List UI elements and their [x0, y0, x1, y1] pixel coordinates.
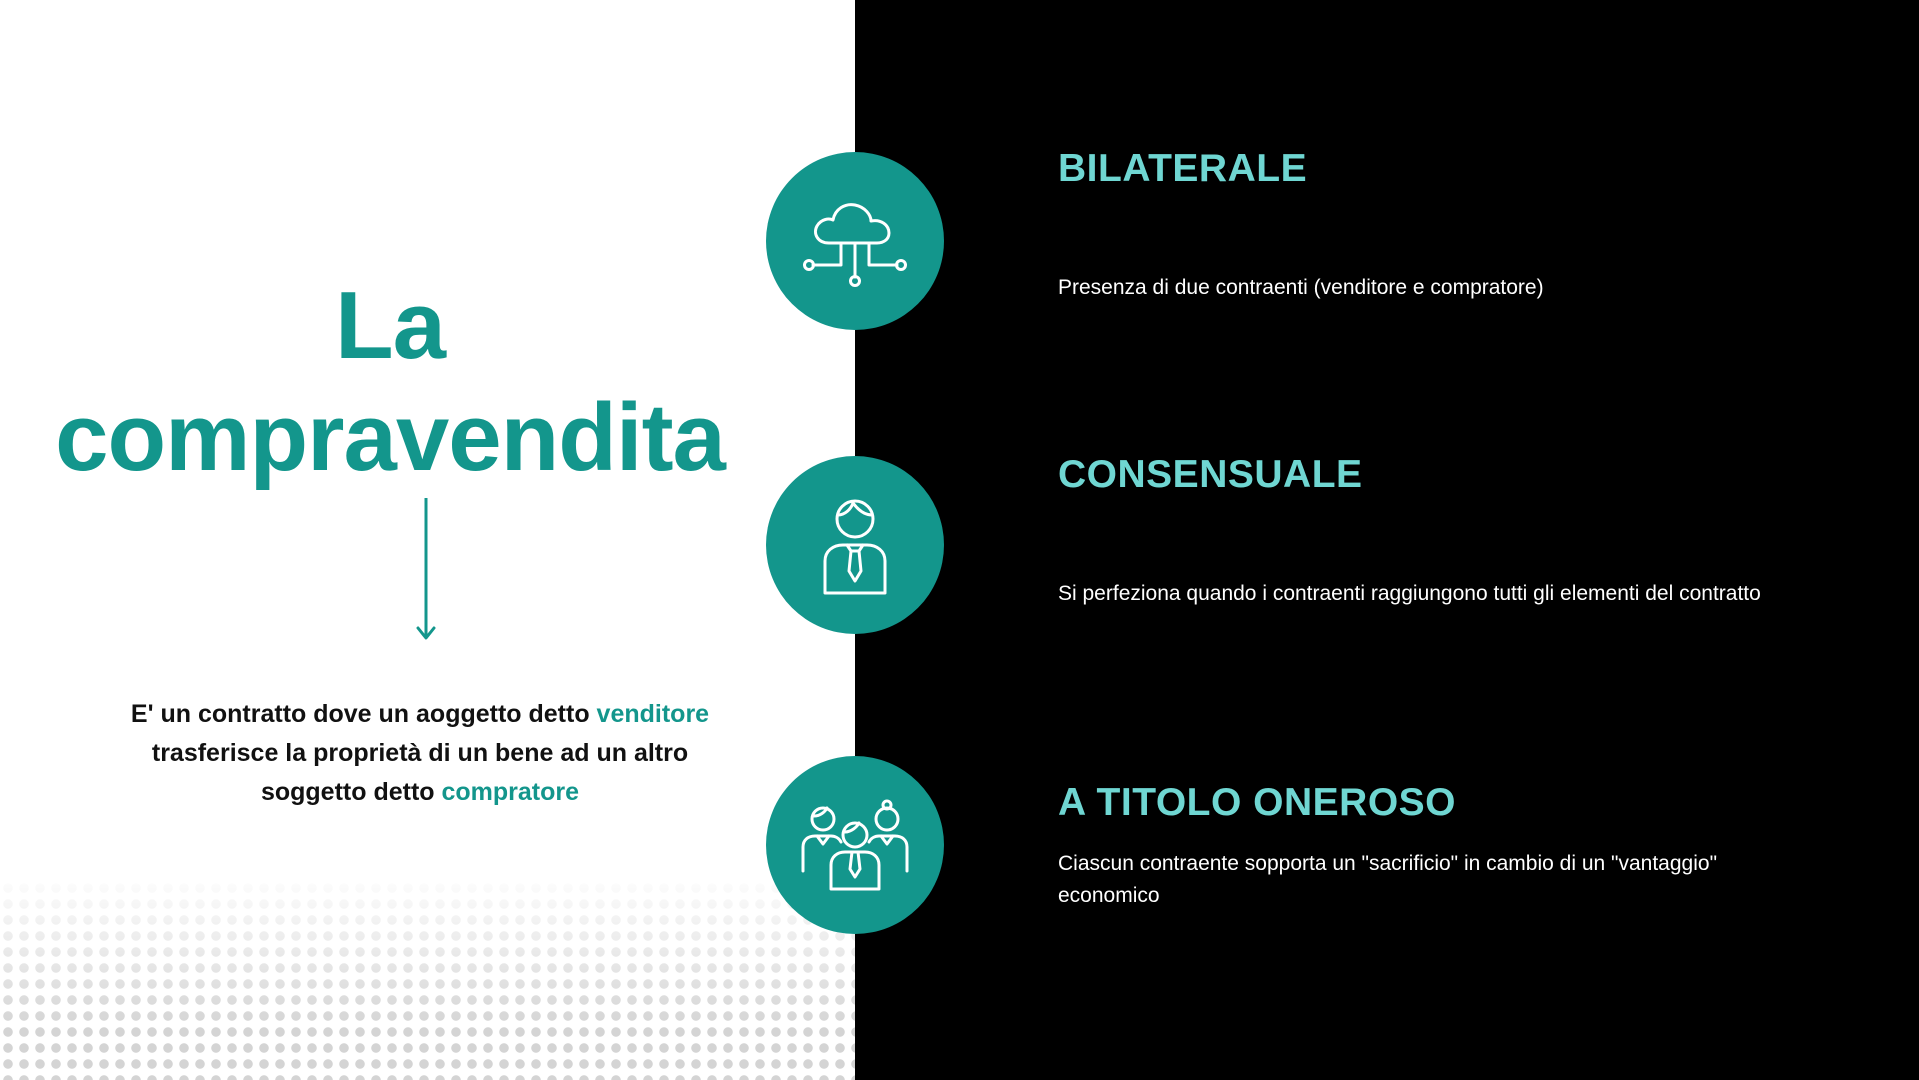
definition-part-1: E' un contratto dove un aoggetto detto: [130, 700, 597, 728]
feature-1-icon-circle: [766, 152, 944, 330]
right-panel: [855, 0, 1919, 1080]
feature-3-icon-circle: [766, 756, 944, 934]
feature-2-title: CONSENSUALE: [1058, 453, 1363, 496]
title-line-2: compravendita: [55, 384, 725, 491]
highlight-compratore: compratore: [441, 778, 580, 806]
businessman-icon: [795, 485, 915, 605]
feature-2-text: Si perfeziona quando i contraenti raggiungono tutti gli elementi del contratto: [1058, 582, 1761, 605]
feature-1-title: BILATERALE: [1058, 147, 1308, 190]
definition-text: [120, 695, 720, 812]
cloud-network-icon: [795, 181, 915, 301]
definition-part-2: trasferisce la proprietà di un bene ad un altro soggetto detto: [151, 739, 689, 806]
group-people-icon: [795, 785, 915, 905]
feature-2-icon-circle: [766, 456, 944, 634]
left-panel: [0, 0, 855, 1080]
title-line-1: La: [334, 272, 446, 379]
dot-pattern-decoration: [0, 880, 855, 1080]
feature-3-text: Ciascun contraente sopporta un "sacrificio" in cambio di un "vantaggio" economico: [1058, 852, 1718, 907]
feature-1-text: Presenza di due contraenti (venditore e compratore): [1058, 276, 1544, 299]
highlight-venditore: venditore: [596, 700, 710, 728]
feature-3-title: A TITOLO ONEROSO: [1058, 781, 1457, 824]
arrow-down-icon: [416, 498, 436, 643]
page-title: [40, 270, 740, 494]
